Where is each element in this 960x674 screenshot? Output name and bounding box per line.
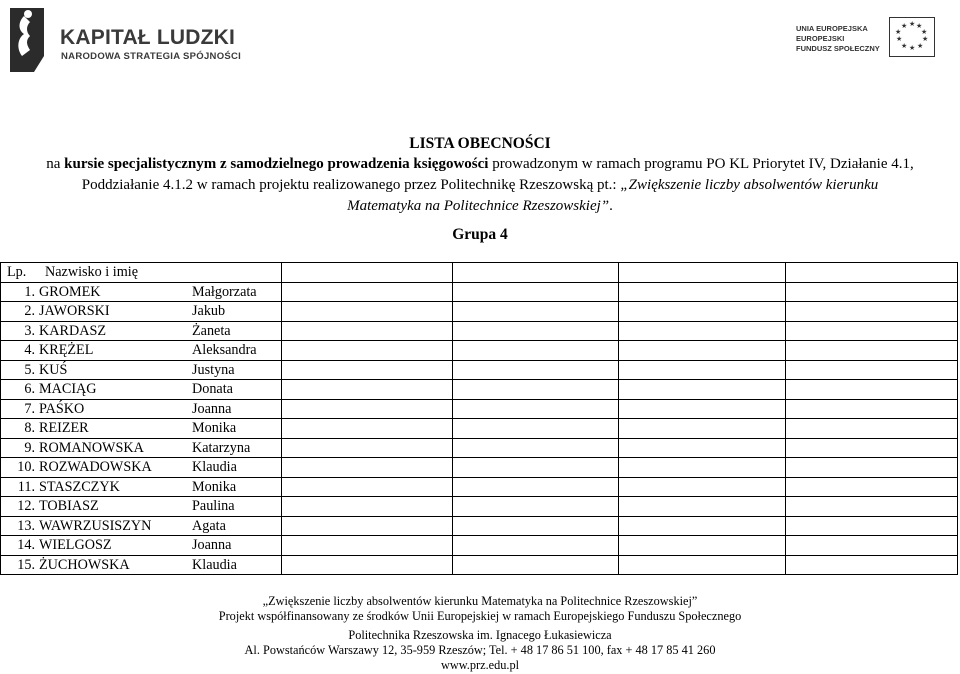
row-number: 15. (17, 556, 35, 573)
row-number: 13. (17, 517, 35, 534)
signature-cell (281, 516, 453, 536)
table-row (1, 497, 958, 517)
table-row (1, 419, 958, 439)
project-name-part-2: Matematyka na Politechnice Rzeszowskiej” (347, 198, 610, 214)
svg-text:★: ★ (901, 42, 908, 50)
signature-cell (281, 360, 453, 380)
participant-cell (1, 282, 282, 302)
participant-first-name: Aleksandra (192, 342, 257, 359)
signature-cell (786, 360, 958, 380)
svg-text:★: ★ (909, 20, 916, 28)
signature-cell (786, 555, 958, 575)
signature-cell (786, 380, 958, 400)
signature-cell (618, 458, 786, 478)
row-number: 14. (17, 537, 35, 554)
svg-text:★: ★ (917, 42, 924, 50)
title-line-3-end: . (609, 198, 613, 214)
table-row (1, 380, 958, 400)
svg-text:★: ★ (922, 35, 929, 43)
signature-cell (453, 282, 619, 302)
table-header-row (1, 263, 958, 283)
participant-surname: WAWRZUSISZYN (39, 517, 152, 534)
signature-cell (281, 458, 453, 478)
row-number: 1. (24, 283, 35, 300)
participant-cell (1, 555, 282, 575)
signature-cell (618, 419, 786, 439)
participant-surname: KUŚ (39, 361, 68, 378)
attendance-title-block (0, 133, 960, 217)
participant-surname: PAŚKO (39, 400, 85, 417)
participant-surname: TOBIASZ (39, 498, 99, 515)
signature-cell (281, 302, 453, 322)
signature-cell (786, 438, 958, 458)
table-row (1, 399, 958, 419)
table-row (1, 458, 958, 478)
signature-cell (786, 321, 958, 341)
empty-cell (618, 263, 786, 283)
signature-cell (281, 497, 453, 517)
svg-text:★: ★ (921, 28, 928, 36)
row-number: 10. (17, 459, 35, 476)
signature-cell (618, 399, 786, 419)
signature-cell (281, 555, 453, 575)
participant-first-name: Joanna (192, 537, 232, 554)
participant-cell (1, 302, 282, 322)
project-name-part-1: „Zwiększenie liczby absolwentów kierunku (620, 177, 879, 193)
row-number: 7. (24, 400, 35, 417)
signature-cell (618, 555, 786, 575)
eu-logo (790, 14, 950, 64)
eu-flag-icon (889, 17, 935, 57)
participant-cell (1, 458, 282, 478)
signature-cell (453, 399, 619, 419)
kapital-ludzki-logo (4, 4, 244, 80)
signature-cell (786, 477, 958, 497)
signature-cell (618, 516, 786, 536)
row-number: 9. (24, 439, 35, 456)
table-row (1, 477, 958, 497)
participant-first-name: Agata (192, 517, 226, 534)
row-number: 4. (24, 342, 35, 359)
signature-cell (281, 380, 453, 400)
title-line-1 (0, 154, 960, 175)
kapital-ludzki-title: KAPITAŁ LUDZKI (60, 26, 236, 49)
signature-cell (618, 497, 786, 517)
table-row (1, 321, 958, 341)
signature-cell (453, 419, 619, 439)
participant-first-name: Jakub (192, 303, 226, 320)
participant-first-name: Paulina (192, 498, 235, 515)
signature-cell (281, 282, 453, 302)
row-number: 11. (17, 478, 35, 495)
table-row (1, 438, 958, 458)
participant-first-name: Małgorzata (192, 283, 257, 300)
footer-website: www.prz.edu.pl (440, 658, 520, 672)
signature-cell (786, 419, 958, 439)
signature-cell (453, 497, 619, 517)
signature-cell (618, 302, 786, 322)
participant-surname: WIELGOSZ (39, 537, 112, 554)
participant-cell (1, 536, 282, 556)
kapital-ludzki-emblem-icon (4, 4, 54, 76)
footer-university: Politechnika Rzeszowska im. Ignacego Łukasiewicza (348, 628, 612, 642)
table-row (1, 536, 958, 556)
participant-surname: ŻUCHOWSKA (39, 556, 130, 573)
eu-logo-line-1: UNIA EUROPEJSKA (796, 24, 868, 33)
eu-logo-text (796, 24, 880, 54)
participant-cell (1, 419, 282, 439)
signature-cell (618, 477, 786, 497)
participant-first-name: Donata (192, 381, 233, 398)
participant-first-name: Joanna (192, 400, 232, 417)
table-row (1, 555, 958, 575)
title-line-2-text: Poddziałanie 4.1.2 w ramach projektu realizowanego przez Politechnikę Rzeszowską pt.: (81, 177, 621, 193)
participant-cell (1, 438, 282, 458)
participant-cell (1, 399, 282, 419)
signature-cell (786, 341, 958, 361)
table-row (1, 302, 958, 322)
svg-text:★: ★ (895, 28, 902, 36)
participant-cell (1, 321, 282, 341)
signature-cell (453, 341, 619, 361)
row-number: 2. (24, 303, 35, 320)
participant-surname: STASZCZYK (39, 478, 120, 495)
participant-first-name: Justyna (192, 361, 235, 378)
participant-cell (1, 380, 282, 400)
table-row (1, 282, 958, 302)
row-number: 5. (24, 361, 35, 378)
signature-cell (453, 321, 619, 341)
empty-cell (281, 263, 453, 283)
signature-cell (786, 536, 958, 556)
participant-cell (1, 516, 282, 536)
participant-surname: ROMANOWSKA (39, 439, 144, 456)
table-row (1, 341, 958, 361)
participant-first-name: Klaudia (192, 459, 237, 476)
title-line-1-rest: prowadzonym w ramach programu PO KL Priorytet IV, Działanie 4.1, (488, 156, 914, 172)
signature-cell (786, 497, 958, 517)
participant-cell (1, 497, 282, 517)
participant-cell (1, 341, 282, 361)
footer-address: Al. Powstańców Warszawy 12, 35-959 Rzeszów; Tel. + 48 17 86 51 100, fax + 48 17 85 41 260 (244, 643, 716, 657)
title-line-2 (0, 175, 960, 196)
signature-cell (453, 380, 619, 400)
group-label: Grupa 4 (452, 226, 508, 243)
participant-surname: KARDASZ (39, 322, 107, 339)
title-line-1-prefix: na (46, 156, 65, 172)
signature-cell (281, 477, 453, 497)
eu-logo-line-3: FUNDUSZ SPOŁECZNY (796, 44, 880, 53)
svg-text:★: ★ (901, 22, 908, 30)
signature-cell (618, 438, 786, 458)
participant-first-name: Monika (192, 478, 237, 495)
kapital-ludzki-subtitle: NARODOWA STRATEGIA SPÓJNOŚCI (61, 51, 242, 62)
row-number: 3. (24, 322, 35, 339)
signature-cell (453, 302, 619, 322)
signature-cell (453, 360, 619, 380)
page-footer (0, 594, 960, 673)
empty-cell (453, 263, 619, 283)
signature-cell (281, 341, 453, 361)
signature-cell (281, 321, 453, 341)
attendance-table (0, 262, 958, 575)
participant-surname: MACIĄG (39, 381, 97, 398)
participant-surname: REIZER (39, 420, 89, 437)
page-title: LISTA OBECNOŚCI (409, 135, 551, 152)
signature-cell (453, 536, 619, 556)
signature-cell (786, 516, 958, 536)
signature-cell (786, 302, 958, 322)
signature-cell (281, 399, 453, 419)
signature-cell (618, 536, 786, 556)
row-number: 6. (24, 381, 35, 398)
signature-cell (786, 458, 958, 478)
participant-cell (1, 360, 282, 380)
svg-text:★: ★ (909, 44, 916, 52)
participant-first-name: Klaudia (192, 556, 237, 573)
course-name: kursie specjalistycznym z samodzielnego prowadzenia księgowości (64, 156, 489, 172)
header-name: Nazwisko i imię (45, 264, 138, 281)
signature-cell (453, 477, 619, 497)
signature-cell (453, 458, 619, 478)
participant-first-name: Żaneta (192, 322, 231, 339)
row-number: 12. (17, 498, 35, 515)
participant-surname: ROZWADOWSKA (39, 459, 152, 476)
header-lp: Lp. (7, 264, 27, 281)
signature-cell (618, 360, 786, 380)
row-number: 8. (24, 420, 35, 437)
participant-surname: JAWORSKI (39, 303, 110, 320)
signature-cell (786, 399, 958, 419)
signature-cell (786, 282, 958, 302)
signature-cell (281, 536, 453, 556)
signature-cell (453, 516, 619, 536)
participant-first-name: Katarzyna (192, 439, 251, 456)
signature-cell (281, 438, 453, 458)
table-row (1, 360, 958, 380)
title-line-3 (0, 196, 960, 217)
empty-cell (786, 263, 958, 283)
svg-text:★: ★ (896, 35, 903, 43)
svg-text:★: ★ (916, 22, 923, 30)
footer-cofinancing: Projekt współfinansowany ze środków Unii Europejskiej w ramach Europejskiego Funduszu Społecznego (218, 609, 742, 623)
signature-cell (453, 438, 619, 458)
signature-cell (281, 419, 453, 439)
table-row (1, 516, 958, 536)
participant-surname: KRĘŻEL (39, 342, 94, 359)
signature-cell (453, 555, 619, 575)
signature-cell (618, 282, 786, 302)
footer-project-name: „Zwiększenie liczby absolwentów kierunku Matematyka na Politechnice Rzeszowskiej” (262, 594, 698, 608)
signature-cell (618, 341, 786, 361)
eu-logo-line-2: EUROPEJSKI (796, 34, 845, 43)
participant-surname: GROMEK (39, 283, 101, 300)
participant-first-name: Monika (192, 420, 237, 437)
header-cell-name (1, 263, 282, 283)
signature-cell (618, 321, 786, 341)
participant-cell (1, 477, 282, 497)
signature-cell (618, 380, 786, 400)
